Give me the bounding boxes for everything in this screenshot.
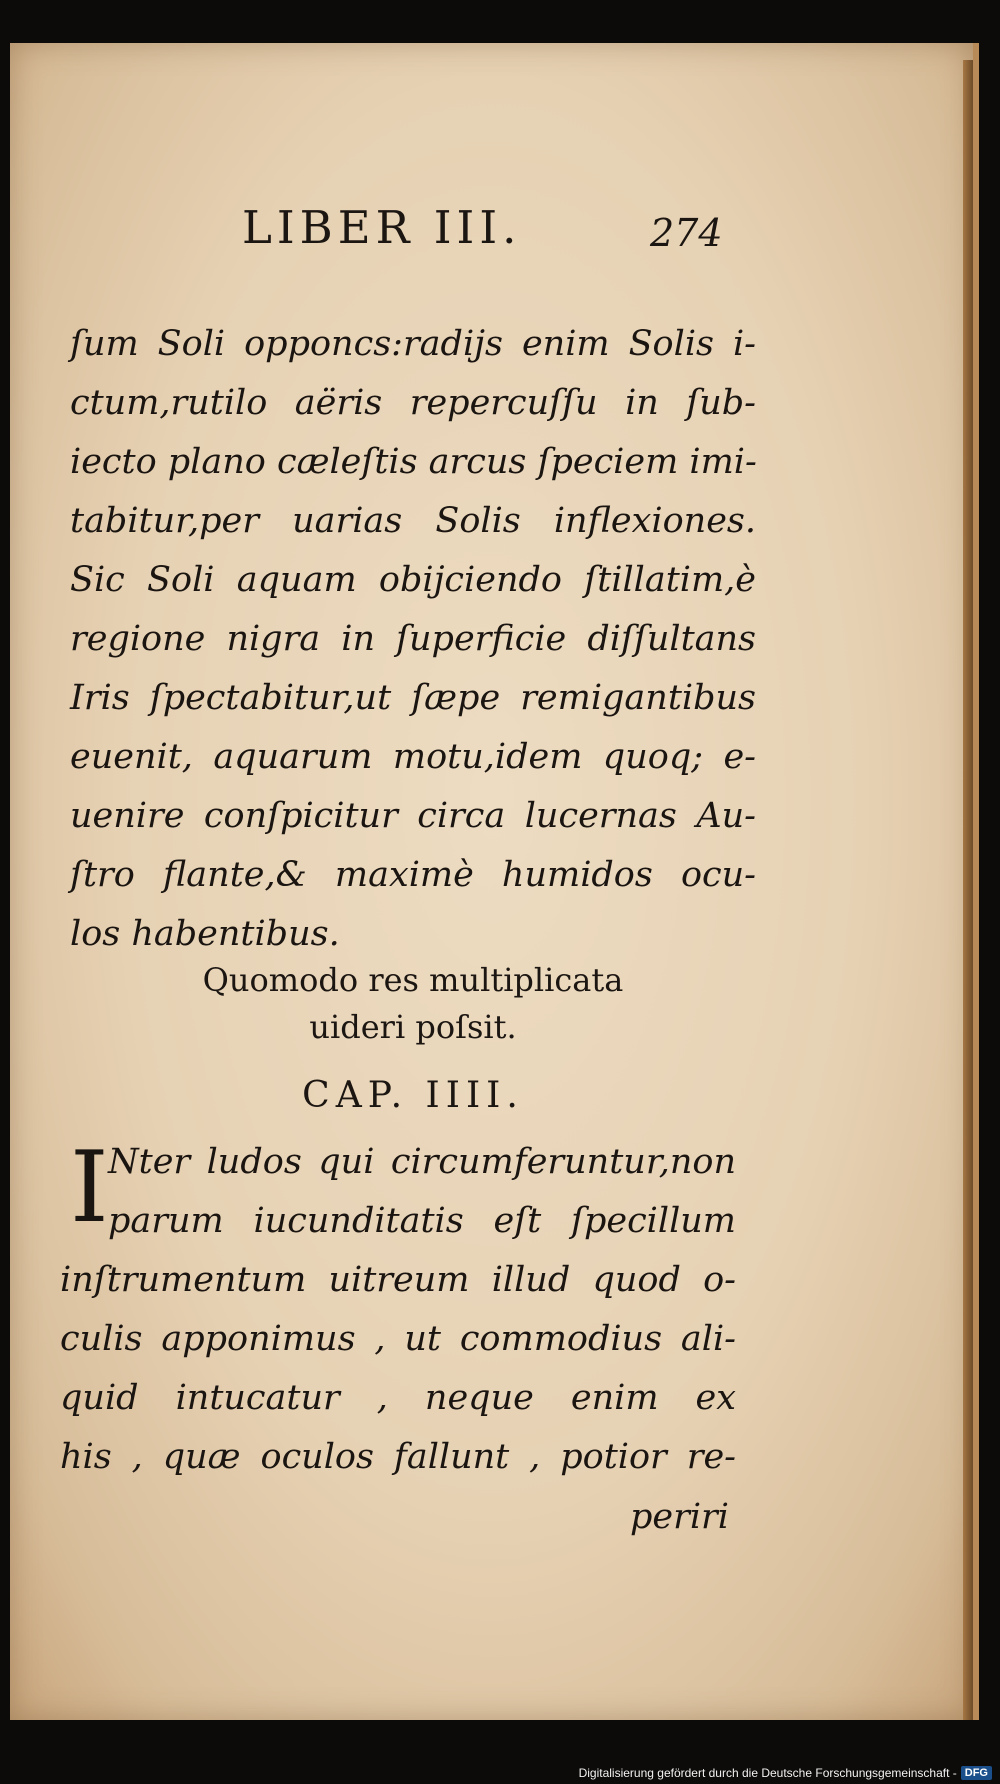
book-page — [10, 43, 979, 1720]
text-line: culis apponimus , ut commodius ali- — [60, 1319, 736, 1359]
credit-text: Digitalisierung gefördert durch die Deutsche Forschungsgemeinschaft - — [578, 1766, 957, 1780]
dfg-logo: DFG — [961, 1766, 992, 1780]
text-line: ſum Soli opponcs:radijs enim Solis i- — [70, 324, 756, 364]
section-heading — [70, 957, 756, 1051]
text-line: Nter ludos qui circumferuntur,non — [108, 1142, 736, 1182]
body-text — [70, 315, 756, 964]
text-line: parum iucunditatis eſt ſpecillum — [108, 1201, 736, 1241]
catchword: periri — [630, 1497, 729, 1537]
text-line: Iris ſpectabitur,ut ſæpe remigantibus — [70, 678, 756, 718]
text-line: quid intucatur , neque enim ex — [60, 1378, 736, 1418]
text-line: his , quæ oculos fallunt , potior re- — [60, 1437, 736, 1477]
text-line: Sic Soli aquam obijciendo ſtillatim,è — [70, 560, 756, 600]
text-line: uenire conſpicitur circa lucernas Au- — [70, 796, 756, 836]
chapter-label: CAP. IIII. — [302, 1075, 524, 1116]
section-heading-line: Quomodo res multiplicata — [202, 961, 624, 999]
text-line: inſtrumentum uitreum illud quod o- — [60, 1260, 736, 1300]
text-line: tabitur,per uarias Solis inflexiones. — [70, 501, 756, 541]
text-line: los habentibus. — [70, 914, 340, 954]
digitization-credit — [579, 1766, 992, 1780]
text-line: euenit, aquarum motu,idem quoq; e- — [70, 737, 756, 777]
text-line: regione nigra in ſuperficie diſſultans — [70, 619, 756, 659]
chapter-text — [60, 1133, 736, 1487]
drop-initial: I — [70, 1131, 109, 1245]
page-edge — [963, 60, 973, 1720]
text-line: ſtro flante,& maximè humidos ocu- — [70, 855, 756, 895]
running-title: LIBER III. — [242, 201, 522, 254]
text-line: ctum,rutilo aëris repercuſſu in ſub- — [70, 383, 756, 423]
section-heading-line: uideri poſsit. — [309, 1008, 517, 1046]
page-header — [10, 201, 973, 261]
text-line: iecto plano cæleſtis arcus ſpeciem imi- — [70, 442, 757, 482]
page-number: 274 — [650, 211, 723, 255]
